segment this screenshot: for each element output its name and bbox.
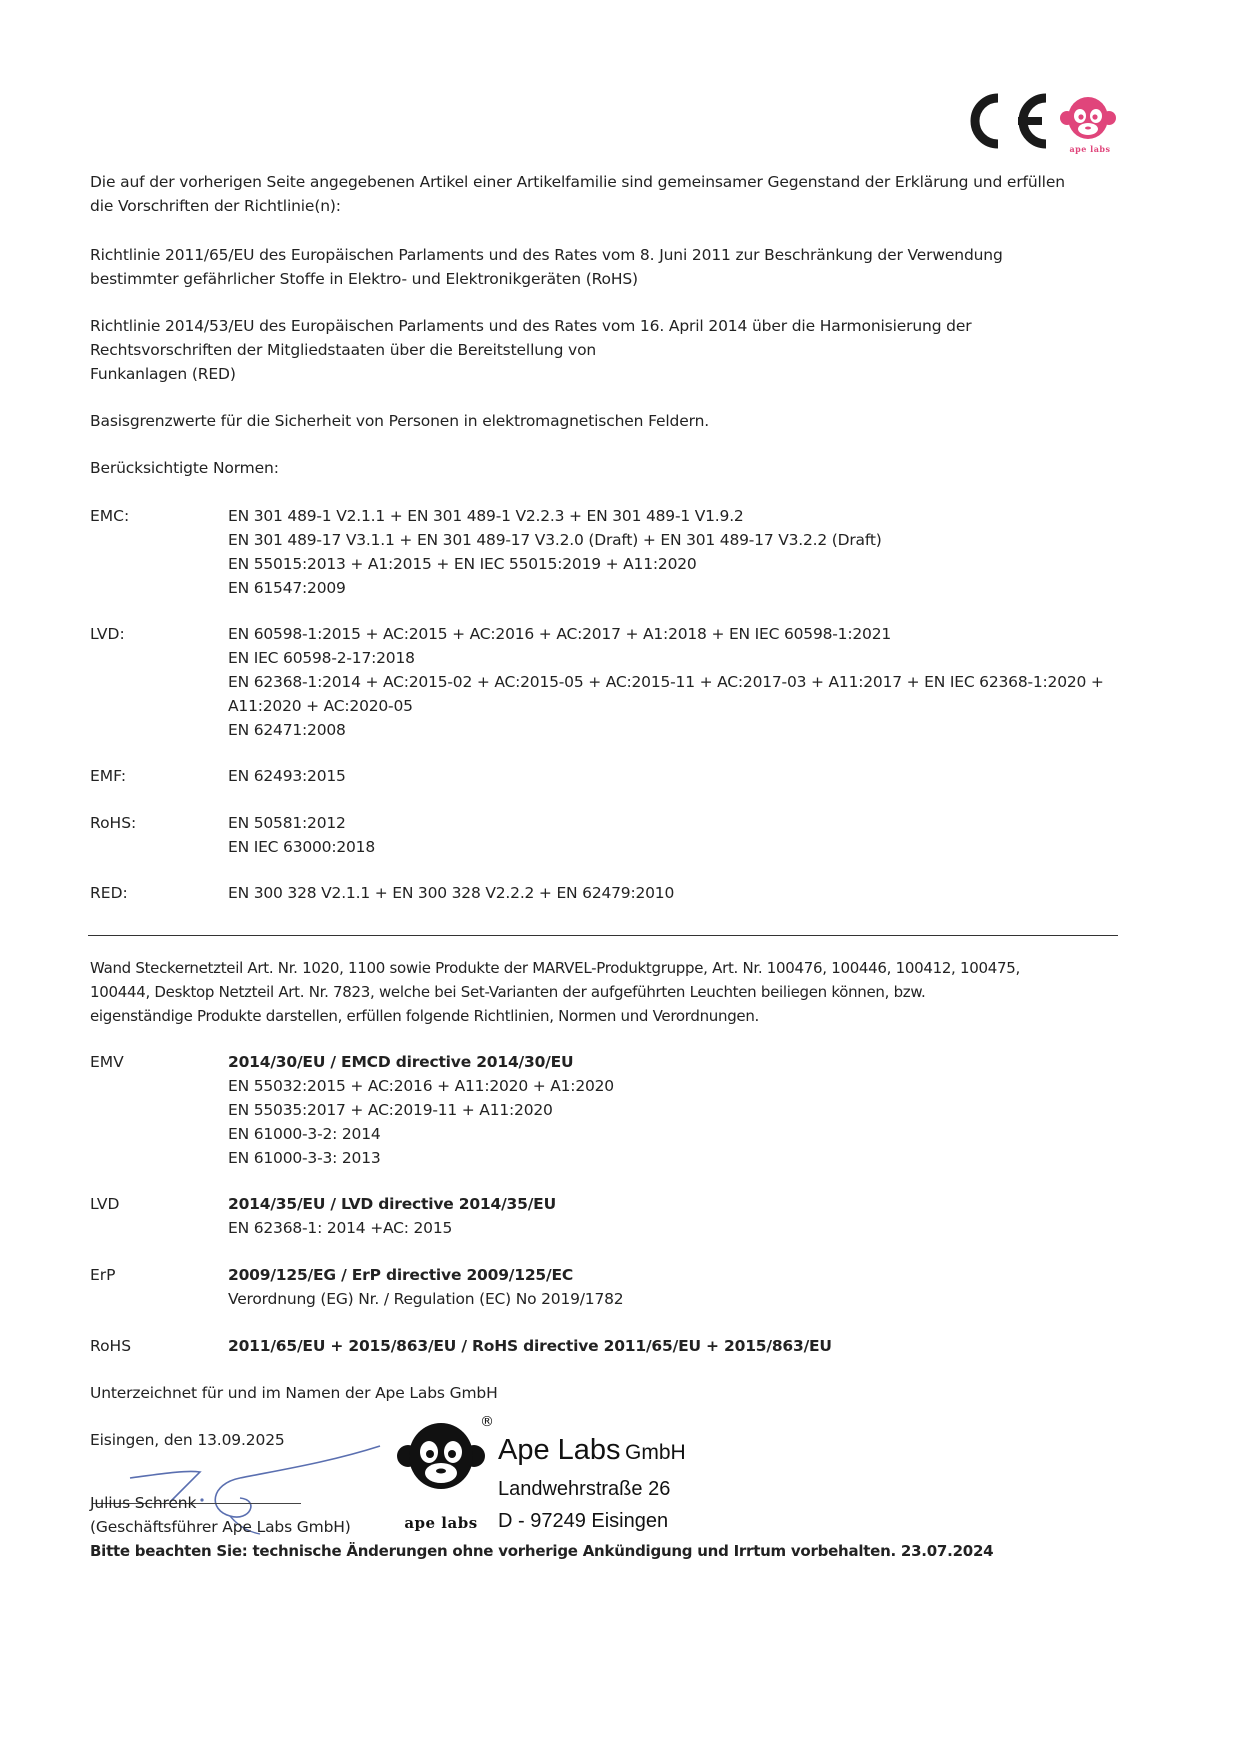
psu-label-erp: ErP: [90, 1266, 116, 1284]
place-date: Eisingen, den 13.09.2025: [90, 1431, 285, 1449]
norm-line: EN 61000-3-2: 2014: [228, 1125, 381, 1143]
stamp-logo-text: ape labs: [404, 1514, 478, 1532]
norm-line: EN 60598-1:2015 + AC:2015 + AC:2016 + AC:2017 + A1:2018 + EN IEC 60598-1:2021: [228, 625, 892, 643]
section-divider: [88, 935, 1118, 936]
norm-label-red: RED:: [90, 884, 128, 902]
stamp-monkey-icon: [396, 1420, 486, 1510]
psu-directive-bold: 2014/35/EU / LVD directive 2014/35/EU: [228, 1195, 556, 1213]
norm-line: EN 55032:2015 + AC:2016 + A11:2020 + A1:2020: [228, 1077, 614, 1095]
norm-line: EN 55015:2013 + A1:2015 + EN IEC 55015:2019 + A11:2020: [228, 555, 697, 573]
stamp-street: Landwehrstraße 26: [498, 1478, 671, 1500]
psu-intro-paragraph: [90, 956, 1020, 1028]
norm-line: EN 301 489-17 V3.1.1 + EN 301 489-17 V3.2.0 (Draft) + EN 301 489-17 V3.2.2 (Draft): [228, 531, 882, 549]
psu-values-emv: [228, 1050, 614, 1170]
psu-directive-bold: 2011/65/EU + 2015/863/EU / RoHS directive 2011/65/EU + 2015/863/EU: [228, 1337, 832, 1355]
psu-label-emv: EMV: [90, 1053, 124, 1071]
stamp-city: D - 97249 Eisingen: [498, 1510, 669, 1532]
signatory-role: (Geschäftsführer Ape Labs GmbH): [90, 1518, 351, 1536]
red-directive-line: Funkanlagen (RED): [90, 365, 236, 383]
psu-label-rohs: RoHS: [90, 1337, 132, 1355]
psu-directive-bold: 2009/125/EG / ErP directive 2009/125/EC: [228, 1266, 574, 1284]
signatory-name: Julius Schrenk: [90, 1494, 197, 1512]
norms-heading: Berücksichtigte Normen:: [90, 459, 279, 477]
ape-labs-logo: [1060, 96, 1116, 158]
red-directive-paragraph: [90, 314, 971, 386]
norm-line: Verordnung (EG) Nr. / Regulation (EC) No 2019/1782: [228, 1290, 624, 1308]
psu-intro-line: Wand Steckernetzteil Art. Nr. 1020, 1100 sowie Produkte der MARVEL-Produktgruppe, Art. Nr. 100476, 100446, 100412, 100475,: [90, 959, 1020, 977]
rohs-directive-line: Richtlinie 2011/65/EU des Europäischen Parlaments und des Rates vom 8. Juni 2011 zur Beschränkung der Verwendung: [90, 246, 1003, 264]
norm-values-lvd: [228, 622, 1104, 742]
footer-note: Bitte beachten Sie: technische Änderungen ohne vorherige Ankündigung und Irrtum vorbehalten. 23.07.2024: [90, 1542, 994, 1560]
signed-for-text: Unterzeichnet für und im Namen der Ape Labs GmbH: [90, 1384, 498, 1402]
norm-values-rohs: [228, 811, 375, 859]
norm-values-red: [228, 881, 674, 905]
stamp-name: Ape Labs: [498, 1434, 621, 1466]
norm-line: EN IEC 63000:2018: [228, 838, 376, 856]
psu-values-rohs: [228, 1334, 832, 1358]
basis-limits-text: Basisgrenzwerte für die Sicherheit von Personen in elektromagnetischen Feldern.: [90, 412, 710, 430]
norm-line: EN 301 489-1 V2.1.1 + EN 301 489-1 V2.2.3 + EN 301 489-1 V1.9.2: [228, 507, 744, 525]
psu-intro-line: eigenständige Produkte darstellen, erfüllen folgende Richtlinien, Normen und Verordnungen.: [90, 1007, 760, 1025]
red-directive-line: Rechtsvorschriften der Mitgliedstaaten über die Bereitstellung von: [90, 341, 597, 359]
norm-values-emf: [228, 764, 346, 788]
norm-line: EN 61000-3-3: 2013: [228, 1149, 381, 1167]
norm-label-lvd: LVD:: [90, 625, 125, 643]
psu-values-erp: [228, 1263, 623, 1311]
psu-label-lvd: LVD: [90, 1195, 120, 1213]
norm-line: EN 62368-1: 2014 +AC: 2015: [228, 1219, 453, 1237]
norm-label-emf: EMF:: [90, 767, 127, 785]
intro-paragraph: [90, 170, 1065, 218]
norm-label-rohs: RoHS:: [90, 814, 137, 832]
norm-line: EN 62368-1:2014 + AC:2015-02 + AC:2015-05 + AC:2015-11 + AC:2017-03 + A11:2017 + EN IEC 62368-1:2020 +: [228, 673, 1104, 691]
norm-line: EN 62471:2008: [228, 721, 346, 739]
psu-values-lvd: [228, 1192, 556, 1240]
norm-line: EN 62493:2015: [228, 767, 346, 785]
norm-line: EN IEC 60598-2-17:2018: [228, 649, 415, 667]
ce-mark-icon: [964, 92, 1054, 150]
stamp-company-name: [498, 1434, 686, 1467]
company-stamp: [396, 1414, 686, 1532]
norm-label-emc: EMC:: [90, 507, 130, 525]
norm-line: EN 55035:2017 + AC:2019-11 + A11:2020: [228, 1101, 553, 1119]
norm-line: EN 61547:2009: [228, 579, 346, 597]
norm-line: EN 300 328 V2.1.1 + EN 300 328 V2.2.2 + EN 62479:2010: [228, 884, 675, 902]
rohs-directive-line: bestimmter gefährlicher Stoffe in Elektro- und Elektronikgeräten (RoHS): [90, 270, 638, 288]
psu-intro-line: 100444, Desktop Netzteil Art. Nr. 7823, welche bei Set-Varianten der aufgeführten Leuchten beiliegen können, bzw.: [90, 983, 926, 1001]
logo-wordmark: ape labs: [1069, 144, 1111, 154]
intro-line: Die auf der vorherigen Seite angegebenen Artikel einer Artikelfamilie sind gemeinsamer Gegenstand der Erklärung und erfüllen: [90, 173, 1065, 191]
registered-mark: ®: [480, 1414, 494, 1430]
norm-line: A11:2020 + AC:2020-05: [228, 697, 413, 715]
rohs-directive-paragraph: [90, 243, 1003, 291]
stamp-suffix: GmbH: [625, 1441, 686, 1464]
intro-line: die Vorschriften der Richtlinie(n):: [90, 197, 341, 215]
red-directive-line: Richtlinie 2014/53/EU des Europäischen Parlaments und des Rates vom 16. April 2014 über die Harmonisierung der: [90, 317, 972, 335]
psu-directive-bold: 2014/30/EU / EMCD directive 2014/30/EU: [228, 1053, 574, 1071]
norm-values-emc: [228, 504, 882, 600]
norm-line: EN 50581:2012: [228, 814, 346, 832]
